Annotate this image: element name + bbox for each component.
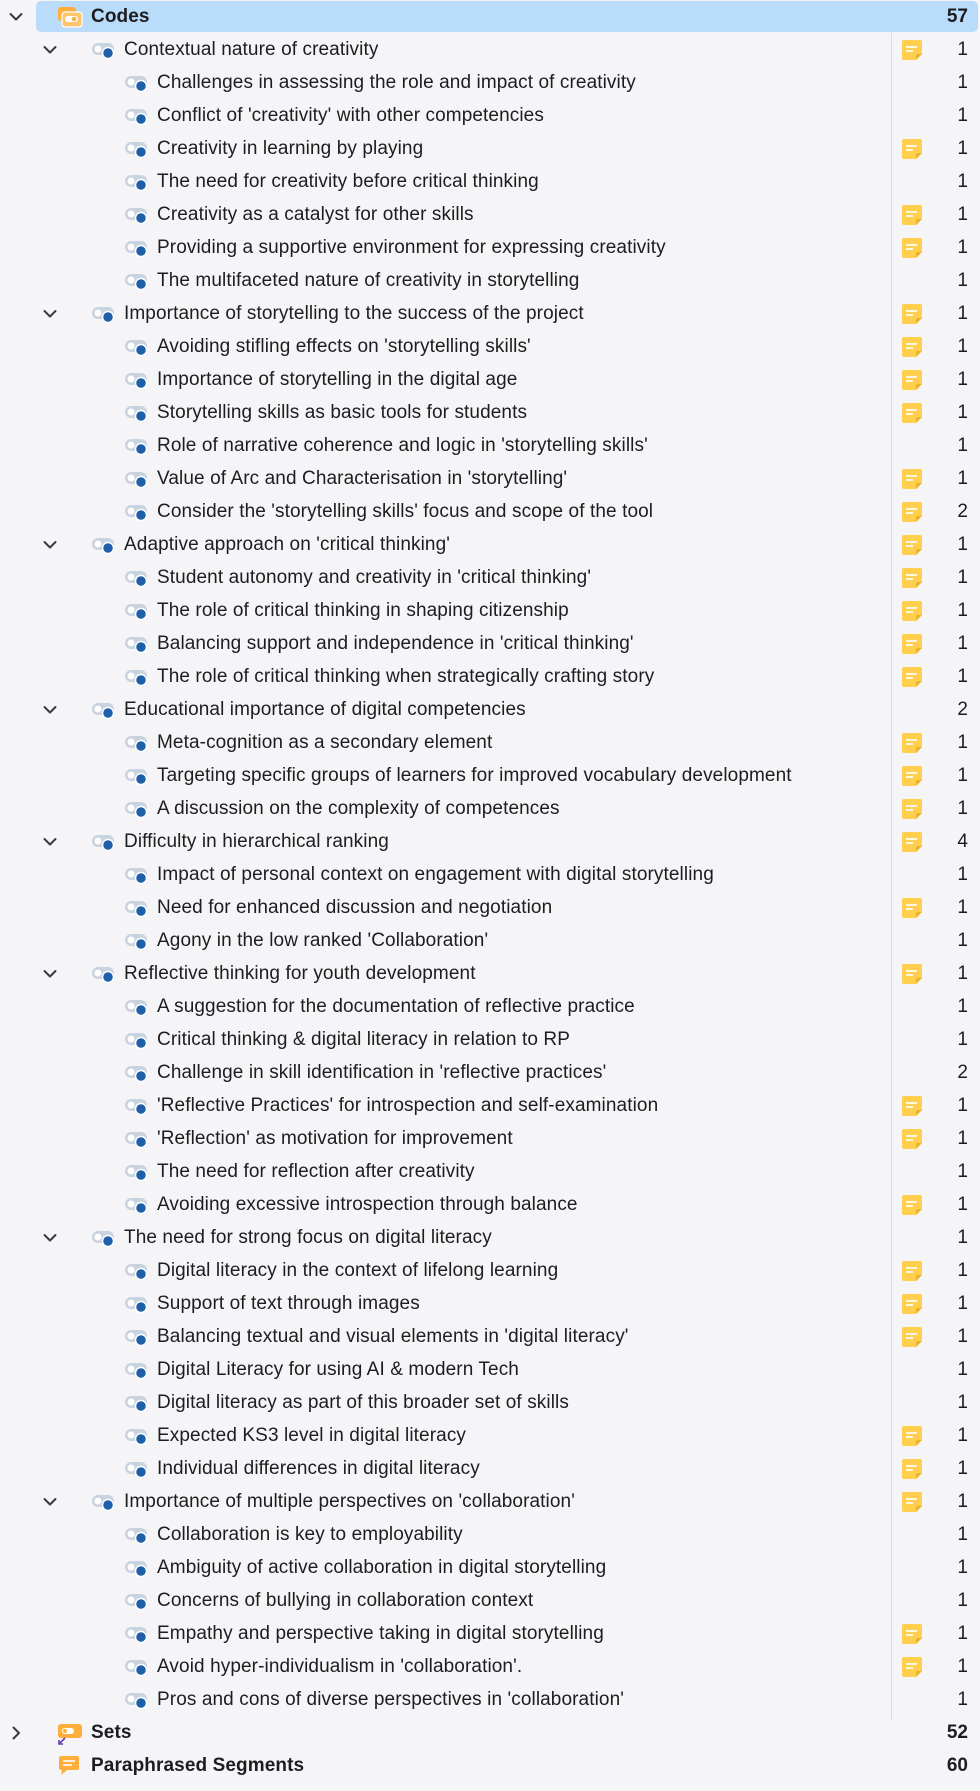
code-icon: [124, 1688, 152, 1712]
code-icon: [124, 170, 152, 194]
code-group-label: Importance of multiple perspectives on 'collaboration': [124, 1491, 575, 1512]
subcode-row[interactable]: [0, 1650, 980, 1683]
chevron-down-icon[interactable]: [40, 1221, 60, 1254]
subcode-count: 1: [957, 171, 968, 192]
code-icon: [124, 1160, 152, 1184]
subcode-count: 1: [957, 996, 968, 1017]
subcode-count: 1: [957, 402, 968, 423]
code-icon: [124, 1061, 152, 1085]
subcode-count: 1: [957, 369, 968, 390]
code-icon: [124, 1622, 152, 1646]
code-icon: [124, 1127, 152, 1151]
codes-root-count: 57: [946, 6, 968, 27]
code-icon: [91, 698, 119, 722]
subcode-row[interactable]: [0, 231, 980, 264]
subcode-label: Digital literacy in the context of lifelong learning: [157, 1260, 559, 1281]
subcode-label: Ambiguity of active collaboration in digital storytelling: [157, 1557, 607, 1578]
subcode-row[interactable]: [0, 1089, 980, 1122]
code-icon: [124, 1457, 152, 1481]
chevron-down-icon[interactable]: [40, 1485, 60, 1518]
subcode-label: Critical thinking & digital literacy in relation to RP: [157, 1029, 571, 1050]
subcode-count: 1: [957, 1293, 968, 1314]
code-icon: [124, 1094, 152, 1118]
subcode-row[interactable]: [0, 660, 980, 693]
subcode-label: Providing a supportive environment for expressing creativity: [157, 237, 666, 258]
memo-icon[interactable]: [900, 402, 924, 424]
sets-count: 52: [946, 1722, 968, 1743]
chevron-down-icon[interactable]: [40, 825, 60, 858]
subcode-row[interactable]: [0, 1122, 980, 1155]
subcode-row[interactable]: [0, 891, 980, 924]
memo-icon[interactable]: [900, 666, 924, 688]
subcode-label: 'Reflection' as motivation for improvement: [157, 1128, 513, 1149]
chevron-down-icon[interactable]: [40, 957, 60, 990]
code-icon: [124, 896, 152, 920]
code-icon: [124, 863, 152, 887]
code-icon: [124, 1292, 152, 1316]
subcode-count: 1: [957, 1359, 968, 1380]
subcode-label: Empathy and perspective taking in digital storytelling: [157, 1623, 604, 1644]
code-icon: [91, 302, 119, 326]
memo-icon[interactable]: [900, 567, 924, 589]
subcode-label: Expected KS3 level in digital literacy: [157, 1425, 467, 1446]
subcode-row[interactable]: [0, 858, 980, 891]
code-group-label: Importance of storytelling to the success of the project: [124, 303, 584, 324]
code-icon: [124, 995, 152, 1019]
code-icon: [124, 236, 152, 260]
subcode-row[interactable]: [0, 66, 980, 99]
subcode-count: 1: [957, 138, 968, 159]
subcode-count: 1: [957, 435, 968, 456]
code-icon: [124, 1424, 152, 1448]
memo-icon[interactable]: [900, 897, 924, 919]
code-icon: [124, 1325, 152, 1349]
subcode-label: Targeting specific groups of learners for improved vocabulary development: [157, 765, 792, 786]
subcode-label: Need for enhanced discussion and negotiation: [157, 897, 553, 918]
code-icon: [124, 71, 152, 95]
code-icon: [91, 38, 119, 62]
code-group-count: 1: [957, 39, 968, 60]
subcode-row[interactable]: [0, 330, 980, 363]
subcode-count: 1: [957, 1458, 968, 1479]
memo-icon[interactable]: [900, 1293, 924, 1315]
subcode-label: Value of Arc and Characterisation in 'storytelling': [157, 468, 568, 489]
subcode-label: Challenge in skill identification in 'reflective practices': [157, 1062, 607, 1083]
subcode-label: Conflict of 'creativity' with other competencies: [157, 105, 544, 126]
code-icon: [124, 665, 152, 689]
code-icon: [124, 797, 152, 821]
subcode-label: Avoiding stifling effects on 'storytelling skills': [157, 336, 531, 357]
subcode-row[interactable]: [0, 495, 980, 528]
subcode-count: 1: [957, 204, 968, 225]
code-icon: [124, 434, 152, 458]
chevron-down-icon[interactable]: [6, 0, 26, 33]
subcode-label: Individual differences in digital literacy: [157, 1458, 480, 1479]
subcode-row[interactable]: [0, 198, 980, 231]
subcode-label: The role of critical thinking when strategically crafting story: [157, 666, 655, 687]
memo-icon[interactable]: [900, 1095, 924, 1117]
code-group-row[interactable]: [0, 693, 980, 726]
subcode-count: 1: [957, 1656, 968, 1677]
code-system-icon: [56, 5, 84, 29]
code-group-count: 1: [957, 1227, 968, 1248]
memo-icon[interactable]: [900, 534, 924, 556]
code-icon: [124, 1655, 152, 1679]
chevron-right-icon[interactable]: [6, 1716, 26, 1749]
code-icon: [124, 1556, 152, 1580]
code-icon: [124, 1589, 152, 1613]
subcode-label: Avoid hyper-individualism in 'collaboration'.: [157, 1656, 523, 1677]
code-group-label: Difficulty in hierarchical ranking: [124, 831, 389, 852]
paraphrased-segments-count: 60: [946, 1755, 968, 1776]
subcode-count: 1: [957, 1689, 968, 1710]
subcode-row[interactable]: [0, 1188, 980, 1221]
code-group-row[interactable]: [0, 1485, 980, 1518]
subcode-row[interactable]: [0, 1683, 980, 1716]
codes-root-row[interactable]: [0, 0, 980, 33]
subcode-label: 'Reflective Practices' for introspection and self-examination: [157, 1095, 659, 1116]
subcode-count: 1: [957, 1260, 968, 1281]
subcode-label: Collaboration is key to employability: [157, 1524, 463, 1545]
code-icon: [91, 962, 119, 986]
code-icon: [91, 533, 119, 557]
subcode-label: Creativity in learning by playing: [157, 138, 424, 159]
paraphrase-icon: [56, 1754, 84, 1778]
code-group-row[interactable]: [0, 1221, 980, 1254]
memo-icon[interactable]: [900, 1623, 924, 1645]
subcode-count: 1: [957, 930, 968, 951]
subcode-row[interactable]: [0, 1518, 980, 1551]
subcode-count: 1: [957, 1557, 968, 1578]
subcode-count: 1: [957, 1128, 968, 1149]
subcode-row[interactable]: [0, 1320, 980, 1353]
memo-icon[interactable]: [900, 237, 924, 259]
memo-icon[interactable]: [900, 732, 924, 754]
code-group-count: 1: [957, 303, 968, 324]
paraphrased-segments-label: Paraphrased Segments: [91, 1755, 305, 1776]
code-group-row[interactable]: [0, 33, 980, 66]
subcode-row[interactable]: [0, 1023, 980, 1056]
subcode-label: Challenges in assessing the role and impact of creativity: [157, 72, 636, 93]
subcode-row[interactable]: [0, 1254, 980, 1287]
subcode-row[interactable]: [0, 363, 980, 396]
code-icon: [124, 1391, 152, 1415]
memo-icon[interactable]: [900, 1491, 924, 1513]
code-group-row[interactable]: [0, 957, 980, 990]
chevron-down-icon[interactable]: [40, 693, 60, 726]
subcode-count: 1: [957, 1623, 968, 1644]
subcode-row[interactable]: [0, 1419, 980, 1452]
subcode-label: Role of narrative coherence and logic in 'storytelling skills': [157, 435, 648, 456]
code-group-count: 1: [957, 534, 968, 555]
subcode-count: 1: [957, 798, 968, 819]
code-icon: [124, 1523, 152, 1547]
code-group-row[interactable]: [0, 297, 980, 330]
memo-icon[interactable]: [900, 798, 924, 820]
subcode-label: Digital Literacy for using AI & modern Tech: [157, 1359, 519, 1380]
subcode-count: 2: [957, 1062, 968, 1083]
memo-icon[interactable]: [900, 138, 924, 160]
code-icon: [124, 632, 152, 656]
subcode-row[interactable]: [0, 1353, 980, 1386]
subcode-row[interactable]: [0, 1386, 980, 1419]
subcode-row[interactable]: [0, 1452, 980, 1485]
subcode-label: Importance of storytelling in the digital age: [157, 369, 518, 390]
code-group-label: Contextual nature of creativity: [124, 39, 379, 60]
sets-root-row[interactable]: [0, 1716, 980, 1749]
subcode-count: 1: [957, 666, 968, 687]
subcode-label: Concerns of bullying in collaboration context: [157, 1590, 534, 1611]
memo-icon[interactable]: [900, 1194, 924, 1216]
subcode-label: The need for reflection after creativity: [157, 1161, 475, 1182]
code-icon: [124, 929, 152, 953]
subcode-label: Balancing textual and visual elements in 'digital literacy': [157, 1326, 629, 1347]
subcode-row[interactable]: [0, 594, 980, 627]
code-icon: [124, 335, 152, 359]
subcode-count: 2: [957, 501, 968, 522]
subcode-label: Consider the 'storytelling skills' focus and scope of the tool: [157, 501, 654, 522]
subcode-count: 1: [957, 864, 968, 885]
subcode-count: 1: [957, 897, 968, 918]
code-icon: [124, 1028, 152, 1052]
subcode-label: Balancing support and independence in 'critical thinking': [157, 633, 634, 654]
subcode-label: Avoiding excessive introspection through balance: [157, 1194, 578, 1215]
subcode-row[interactable]: [0, 462, 980, 495]
subcode-row[interactable]: [0, 1155, 980, 1188]
memo-icon[interactable]: [900, 1458, 924, 1480]
code-group-label: Reflective thinking for youth development: [124, 963, 476, 984]
subcode-row[interactable]: [0, 165, 980, 198]
subcode-label: A suggestion for the documentation of reflective practice: [157, 996, 635, 1017]
subcode-count: 1: [957, 1194, 968, 1215]
subcode-row[interactable]: [0, 1287, 980, 1320]
code-group-count: 4: [957, 831, 968, 852]
memo-icon[interactable]: [900, 1260, 924, 1282]
code-icon: [124, 104, 152, 128]
code-icon: [91, 830, 119, 854]
subcode-label: Digital literacy as part of this broader set of skills: [157, 1392, 569, 1413]
subcode-label: The role of critical thinking in shaping citizenship: [157, 600, 569, 621]
memo-icon[interactable]: [900, 369, 924, 391]
code-icon: [91, 1226, 119, 1250]
subcode-count: 1: [957, 1590, 968, 1611]
code-icon: [124, 566, 152, 590]
code-icon: [91, 1490, 119, 1514]
code-icon: [124, 1358, 152, 1382]
memo-icon[interactable]: [900, 336, 924, 358]
memo-icon[interactable]: [900, 963, 924, 985]
subcode-count: 1: [957, 336, 968, 357]
subcode-count: 1: [957, 1326, 968, 1347]
subcode-label: Storytelling skills as basic tools for students: [157, 402, 528, 423]
memo-icon[interactable]: [900, 633, 924, 655]
memo-icon[interactable]: [900, 1425, 924, 1447]
code-icon: [124, 731, 152, 755]
subcode-count: 1: [957, 237, 968, 258]
code-group-label: The need for strong focus on digital literacy: [124, 1227, 492, 1248]
subcode-label: Pros and cons of diverse perspectives in 'collaboration': [157, 1689, 624, 1710]
subcode-count: 1: [957, 270, 968, 291]
subcode-count: 1: [957, 1161, 968, 1182]
subcode-row[interactable]: [0, 561, 980, 594]
code-icon: [124, 1193, 152, 1217]
subcode-row[interactable]: [0, 1551, 980, 1584]
subcode-count: 1: [957, 1425, 968, 1446]
subcode-label: The need for creativity before critical thinking: [157, 171, 539, 192]
code-icon: [124, 467, 152, 491]
sets-label: Sets: [91, 1722, 132, 1743]
selection-highlight: [36, 1, 978, 32]
code-icon: [124, 401, 152, 425]
subcode-count: 1: [957, 1524, 968, 1545]
code-icon: [124, 368, 152, 392]
chevron-down-icon[interactable]: [40, 33, 60, 66]
subcode-label: Student autonomy and creativity in 'critical thinking': [157, 567, 592, 588]
memo-icon[interactable]: [900, 1326, 924, 1348]
subcode-row[interactable]: [0, 264, 980, 297]
subcode-row[interactable]: [0, 396, 980, 429]
subcode-count: 1: [957, 633, 968, 654]
memo-icon[interactable]: [900, 39, 924, 61]
memo-icon[interactable]: [900, 765, 924, 787]
subcode-row[interactable]: [0, 429, 980, 462]
code-icon: [124, 764, 152, 788]
memo-icon[interactable]: [900, 501, 924, 523]
subcode-row[interactable]: [0, 1617, 980, 1650]
code-group-row[interactable]: [0, 528, 980, 561]
codes-root-label: Codes: [91, 6, 150, 27]
subcode-label: Creativity as a catalyst for other skills: [157, 204, 474, 225]
code-group-count: 1: [957, 963, 968, 984]
code-group-label: Adaptive approach on 'critical thinking': [124, 534, 450, 555]
subcode-count: 1: [957, 732, 968, 753]
code-icon: [124, 203, 152, 227]
code-icon: [124, 269, 152, 293]
memo-icon[interactable]: [900, 1128, 924, 1150]
subcode-label: Impact of personal context on engagement with digital storytelling: [157, 864, 714, 885]
subcode-count: 1: [957, 1095, 968, 1116]
subcode-row[interactable]: [0, 792, 980, 825]
memo-icon[interactable]: [900, 831, 924, 853]
subcode-count: 1: [957, 72, 968, 93]
memo-icon[interactable]: [900, 204, 924, 226]
subcode-count: 1: [957, 1392, 968, 1413]
subcode-row[interactable]: [0, 99, 980, 132]
subcode-row[interactable]: [0, 627, 980, 660]
subcode-row[interactable]: [0, 132, 980, 165]
subcode-count: 1: [957, 468, 968, 489]
code-icon: [124, 599, 152, 623]
memo-icon[interactable]: [900, 303, 924, 325]
subcode-row[interactable]: [0, 726, 980, 759]
memo-icon[interactable]: [900, 468, 924, 490]
memo-icon[interactable]: [900, 1656, 924, 1678]
subcode-label: Support of text through images: [157, 1293, 420, 1314]
code-icon: [124, 500, 152, 524]
subcode-row[interactable]: [0, 1584, 980, 1617]
memo-icon[interactable]: [900, 600, 924, 622]
code-group-count: 2: [957, 699, 968, 720]
subcode-row[interactable]: [0, 1056, 980, 1089]
subcode-count: 1: [957, 105, 968, 126]
subcode-count: 1: [957, 765, 968, 786]
subcode-row[interactable]: [0, 759, 980, 792]
code-icon: [124, 1259, 152, 1283]
code-group-row[interactable]: [0, 825, 980, 858]
code-group-count: 1: [957, 1491, 968, 1512]
chevron-down-icon[interactable]: [40, 528, 60, 561]
chevron-down-icon[interactable]: [40, 297, 60, 330]
code-icon: [124, 137, 152, 161]
paraphrased-segments-row[interactable]: [0, 1749, 980, 1782]
subcode-count: 1: [957, 1029, 968, 1050]
subcode-label: The multifaceted nature of creativity in storytelling: [157, 270, 580, 291]
subcode-label: A discussion on the complexity of competences: [157, 798, 560, 819]
subcode-count: 1: [957, 600, 968, 621]
code-group-label: Educational importance of digital competencies: [124, 699, 526, 720]
sets-icon: [56, 1721, 84, 1745]
subcode-label: Agony in the low ranked 'Collaboration': [157, 930, 489, 951]
subcode-count: 1: [957, 567, 968, 588]
subcode-row[interactable]: [0, 990, 980, 1023]
subcode-label: Meta-cognition as a secondary element: [157, 732, 493, 753]
subcode-row[interactable]: [0, 924, 980, 957]
